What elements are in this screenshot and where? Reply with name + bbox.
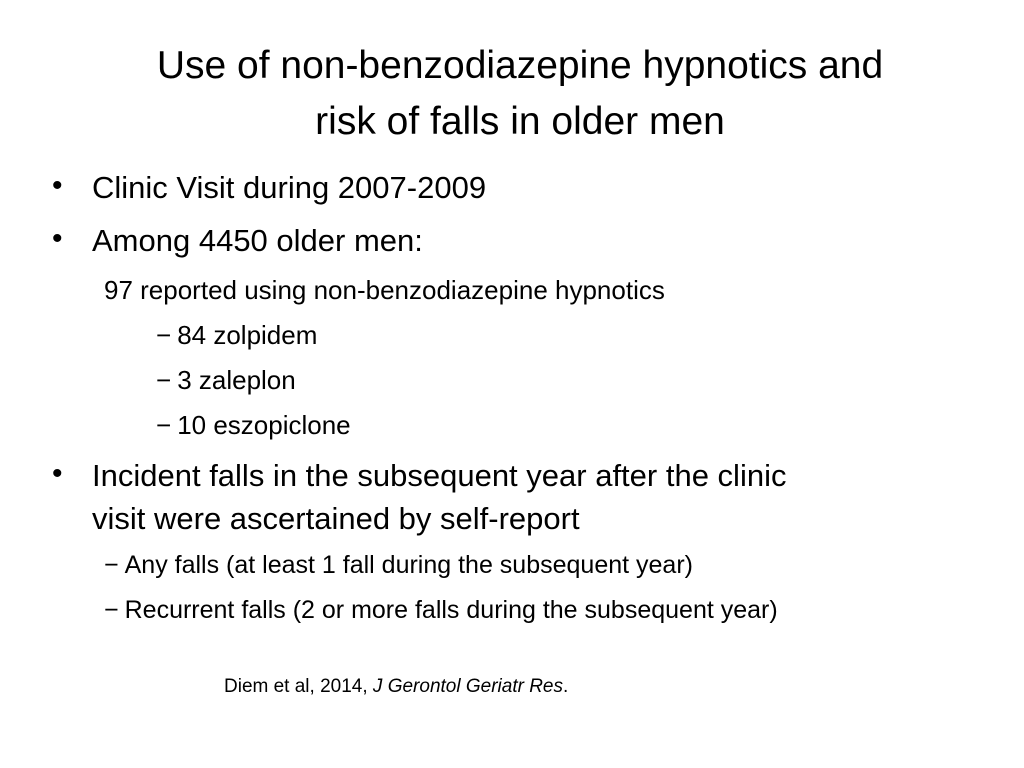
dash-marker: − [104, 596, 119, 624]
subitem-zolpidem [156, 319, 317, 351]
subitem-any-falls [104, 550, 693, 580]
slide-title-line-1: Use of non-benzodiazepine hypnotics and [156, 44, 884, 87]
subitem-eszopiclone-text: 10 eszopiclone [177, 410, 351, 440]
dash-marker: − [156, 320, 172, 350]
citation [224, 674, 568, 700]
subitem-recurrent-falls [104, 595, 778, 625]
subitem-eszopiclone [156, 409, 351, 441]
subitem-any-falls-text: Any falls (at least 1 fall during the subsequent year) [124, 551, 693, 579]
subitem-zaleplon [156, 364, 296, 396]
bullet-marker: • [52, 222, 63, 255]
dash-marker: − [156, 410, 172, 440]
subitem-zaleplon-text: 3 zaleplon [177, 365, 296, 395]
slide-title [60, 38, 980, 150]
subitem-reported-users: 97 reported using non-benzodiazepine hypnotics [104, 275, 665, 305]
citation-authors: Diem et al, 2014, [224, 676, 373, 697]
bullet-incident-falls-line-2: visit were ascertained by self-report [92, 501, 580, 536]
dash-marker: − [104, 551, 119, 579]
bullet-marker: • [52, 457, 63, 490]
slide-title-line-2: risk of falls in older men [315, 100, 725, 143]
citation-suffix: . [563, 676, 569, 697]
subitem-zolpidem-text: 84 zolpidem [177, 320, 318, 350]
subitem-recurrent-falls-text: Recurrent falls (2 or more falls during the subsequent year) [124, 596, 778, 624]
dash-marker: − [156, 365, 172, 395]
bullet-among-men: Among 4450 older men: [92, 223, 423, 258]
bullet-marker: • [52, 169, 63, 202]
citation-journal: J Gerontol Geriatr Res [372, 676, 563, 697]
bullet-clinic-visit: Clinic Visit during 2007-2009 [92, 170, 487, 205]
bullet-incident-falls-line-1: Incident falls in the subsequent year after the clinic [92, 458, 787, 493]
